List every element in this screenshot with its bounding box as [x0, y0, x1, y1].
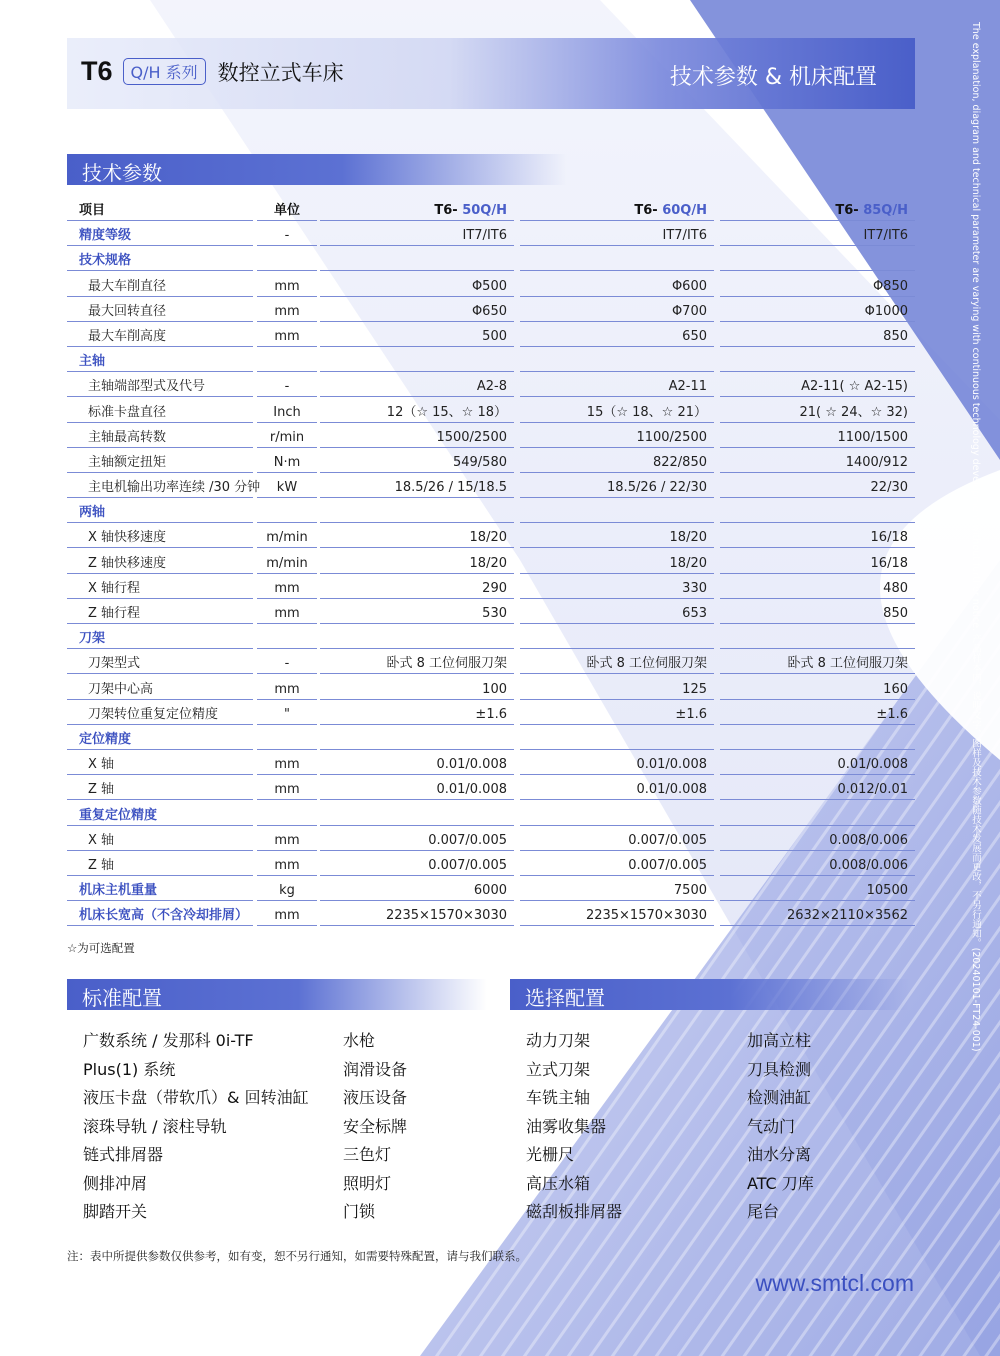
section-standard-config — [67, 979, 487, 1010]
table-body — [67, 223, 915, 928]
value-model-1 — [320, 727, 514, 750]
value-model-2: 7500 — [520, 878, 714, 901]
value-model-3: 160 — [720, 677, 915, 700]
config-item: 磁刮板排屑器 — [526, 1202, 623, 1221]
table-row — [67, 349, 915, 374]
section-tech-params — [67, 154, 567, 185]
config-item: 加高立柱 — [747, 1031, 812, 1050]
row-label: 精度等级 — [67, 223, 253, 246]
row-unit — [257, 500, 317, 523]
value-model-2: 卧式 8 工位伺服刀架 — [520, 651, 714, 674]
value-model-1 — [320, 349, 514, 372]
section-title: 技术参数 — [82, 161, 162, 185]
row-unit: " — [257, 702, 317, 725]
value-model-2: ±1.6 — [520, 702, 714, 725]
value-model-1: 0.007/0.005 — [320, 828, 514, 851]
table-row — [67, 324, 915, 349]
row-label: Z 轴 — [67, 777, 253, 800]
value-model-2 — [520, 626, 714, 649]
row-unit: mm — [257, 299, 317, 322]
section-optional-config — [510, 979, 910, 1010]
row-label: X 轴快移速度 — [67, 525, 253, 548]
row-unit: mm — [257, 274, 317, 297]
config-item: 滚珠导轨 / 滚柱导轨 — [83, 1116, 227, 1136]
table-row — [67, 777, 915, 802]
value-model-3: 0.008/0.006 — [720, 853, 915, 876]
footer-note: 注：表中所提供参数仅供参考，如有变，恕不另行通知，如需要特殊配置，请与我们联系。 — [67, 1249, 527, 1263]
value-model-1: Φ500 — [320, 274, 514, 297]
config-item: 安全标牌 — [343, 1116, 408, 1136]
row-label: 主轴最高转数 — [67, 425, 253, 448]
value-model-2: 18.5/26 / 22/30 — [520, 475, 714, 498]
row-label: 最大车削直径 — [67, 274, 253, 297]
value-model-1: IT7/IT6 — [320, 223, 514, 246]
row-unit — [257, 803, 317, 826]
value-model-3: 1100/1500 — [720, 425, 915, 448]
value-model-1: 6000 — [320, 878, 514, 901]
header-model-1: T6- 50Q/H — [320, 198, 514, 221]
value-model-1: 100 — [320, 677, 514, 700]
value-model-2 — [520, 248, 714, 271]
config-item: 油水分离 — [747, 1145, 812, 1164]
value-model-1: 0.007/0.005 — [320, 853, 514, 876]
table-row — [67, 450, 915, 475]
table-row — [67, 551, 915, 576]
value-model-1: 500 — [320, 324, 514, 347]
standard-list-col2 — [343, 1027, 407, 1227]
value-model-2: IT7/IT6 — [520, 223, 714, 246]
value-model-3: 0.008/0.006 — [720, 828, 915, 851]
value-model-2 — [520, 349, 714, 372]
website-link[interactable]: www.smtcl.com — [755, 1270, 914, 1296]
value-model-2 — [520, 727, 714, 750]
row-unit: mm — [257, 752, 317, 775]
side-disclaimer: The explanation, diagram and technical parameter are varying with continuous technology development without further notice. 产品样本内，说明文字、图样及技术参数随技术发展而更改，不另行通知。(20240101-FT24-001) — [970, 22, 981, 1052]
config-item: 广数系统 / 发那科 0i-TF — [83, 1031, 254, 1050]
value-model-2: 2235×1570×3030 — [520, 903, 714, 926]
row-label: 主轴额定扭矩 — [67, 450, 253, 473]
value-model-3: Φ1000 — [720, 299, 915, 322]
value-model-2 — [520, 500, 714, 523]
row-unit: Inch — [257, 400, 317, 423]
row-label: 刀架中心高 — [67, 677, 253, 700]
value-model-1: 2235×1570×3030 — [320, 903, 514, 926]
value-model-2: 1100/2500 — [520, 425, 714, 448]
config-item: 气动门 — [747, 1116, 796, 1136]
value-model-3 — [720, 349, 915, 372]
row-unit: m/min — [257, 551, 317, 574]
row-label: 刀架转位重复定位精度 — [67, 702, 253, 725]
value-model-3: 10500 — [720, 878, 915, 901]
config-item: 液压卡盘（带软爪）& 回转油缸 — [83, 1088, 309, 1107]
table-row — [67, 903, 915, 928]
row-label: X 轴 — [67, 828, 253, 851]
value-model-1: A2-8 — [320, 374, 514, 397]
value-model-1 — [320, 803, 514, 826]
value-model-1: 卧式 8 工位伺服刀架 — [320, 651, 514, 674]
config-item: 尾台 — [747, 1202, 780, 1221]
table-row — [67, 223, 915, 248]
table-header-row — [67, 198, 915, 223]
row-unit: - — [257, 374, 317, 397]
config-item: 照明灯 — [343, 1173, 392, 1193]
table-row — [67, 400, 915, 425]
config-item: 脚踏开关 — [83, 1202, 148, 1221]
value-model-1: 18/20 — [320, 551, 514, 574]
row-unit — [257, 349, 317, 372]
table-row — [67, 752, 915, 777]
config-item: 链式排屑器 — [83, 1145, 164, 1164]
row-label: Z 轴 — [67, 853, 253, 876]
section-title: 选择配置 — [525, 986, 605, 1010]
table-row — [67, 651, 915, 676]
row-unit — [257, 248, 317, 271]
value-model-3: 850 — [720, 601, 915, 624]
value-model-1: ±1.6 — [320, 702, 514, 725]
value-model-2: 125 — [520, 677, 714, 700]
config-item: 动力刀架 — [526, 1031, 591, 1050]
row-label: 两轴 — [67, 500, 253, 523]
value-model-3: IT7/IT6 — [720, 223, 915, 246]
row-unit: N·m — [257, 450, 317, 473]
row-unit: mm — [257, 903, 317, 926]
config-item: Plus(1) 系统 — [83, 1059, 176, 1079]
value-model-3: 0.012/0.01 — [720, 777, 915, 800]
value-model-3 — [720, 727, 915, 750]
config-item: 车铣主轴 — [526, 1088, 591, 1107]
header-item: 项目 — [67, 198, 253, 221]
config-item: 光栅尺 — [526, 1145, 575, 1164]
product-name: 数控立式车床 — [217, 60, 344, 85]
table-row — [67, 828, 915, 853]
value-model-2: 15（☆ 18、☆ 21） — [520, 400, 714, 423]
value-model-1: 0.01/0.008 — [320, 777, 514, 800]
row-label: 机床主机重量 — [67, 878, 253, 901]
value-model-2: Φ600 — [520, 274, 714, 297]
value-model-3: Φ850 — [720, 274, 915, 297]
value-model-3: 2632×2110×3562 — [720, 903, 915, 926]
row-unit: m/min — [257, 525, 317, 548]
config-item: ATC 刀库 — [747, 1173, 814, 1193]
config-item: 水枪 — [343, 1031, 376, 1050]
row-label: 最大回转直径 — [67, 299, 253, 322]
row-label: 刀架 — [67, 626, 253, 649]
value-model-3 — [720, 626, 915, 649]
value-model-3: 850 — [720, 324, 915, 347]
row-unit: - — [257, 651, 317, 674]
config-item: 液压设备 — [343, 1088, 408, 1107]
header-unit: 单位 — [257, 198, 317, 221]
header-right-title: 技术参数 & 机床配置 — [669, 65, 877, 90]
value-model-3: ±1.6 — [720, 702, 915, 725]
config-item: 刀具检测 — [747, 1059, 812, 1079]
config-item: 立式刀架 — [526, 1059, 591, 1079]
value-model-2: 330 — [520, 576, 714, 599]
table-row — [67, 677, 915, 702]
row-label: 重复定位精度 — [67, 803, 253, 826]
table-row — [67, 727, 915, 752]
row-label: Z 轴快移速度 — [67, 551, 253, 574]
table-row — [67, 702, 915, 727]
table-row — [67, 525, 915, 550]
row-label: X 轴行程 — [67, 576, 253, 599]
value-model-3: A2-11( ☆ A2-15) — [720, 374, 915, 397]
value-model-1: 18.5/26 / 15/18.5 — [320, 475, 514, 498]
row-label: 刀架型式 — [67, 651, 253, 674]
config-item: 三色灯 — [343, 1145, 392, 1164]
table-row — [67, 248, 915, 273]
value-model-1 — [320, 500, 514, 523]
table-row — [67, 374, 915, 399]
header-model-3: T6- 85Q/H — [720, 198, 915, 221]
standard-list-col1 — [83, 1027, 309, 1227]
row-label: Z 轴行程 — [67, 601, 253, 624]
value-model-3: 卧式 8 工位伺服刀架 — [720, 651, 915, 674]
series-badge: Q/H 系列 — [123, 58, 206, 85]
value-model-2: 0.007/0.005 — [520, 853, 714, 876]
value-model-1 — [320, 626, 514, 649]
row-label: 定位精度 — [67, 727, 253, 750]
config-item: 门锁 — [343, 1202, 376, 1221]
value-model-2: 653 — [520, 601, 714, 624]
row-label: 标准卡盘直径 — [67, 400, 253, 423]
optional-list-col1 — [526, 1027, 622, 1227]
value-model-2: 0.01/0.008 — [520, 777, 714, 800]
config-item: 检测油缸 — [747, 1088, 812, 1107]
row-label: 最大车削高度 — [67, 324, 253, 347]
row-label: 主轴 — [67, 349, 253, 372]
table-row — [67, 853, 915, 878]
row-unit: mm — [257, 777, 317, 800]
brand — [81, 56, 344, 87]
table-row — [67, 274, 915, 299]
value-model-2: A2-11 — [520, 374, 714, 397]
value-model-2: 650 — [520, 324, 714, 347]
value-model-2: 0.01/0.008 — [520, 752, 714, 775]
row-unit: r/min — [257, 425, 317, 448]
config-item: 高压水箱 — [526, 1173, 591, 1193]
table-row — [67, 500, 915, 525]
row-unit: mm — [257, 828, 317, 851]
header-bar — [67, 38, 915, 109]
value-model-2: 822/850 — [520, 450, 714, 473]
table-row — [67, 878, 915, 903]
value-model-1: 18/20 — [320, 525, 514, 548]
optional-list-col2 — [747, 1027, 814, 1227]
spec-table — [67, 198, 915, 928]
value-model-3 — [720, 500, 915, 523]
row-unit: mm — [257, 324, 317, 347]
value-model-3: 1400/912 — [720, 450, 915, 473]
row-label: 主轴端部型式及代号 — [67, 374, 253, 397]
value-model-3 — [720, 803, 915, 826]
row-unit: mm — [257, 853, 317, 876]
value-model-2: Φ700 — [520, 299, 714, 322]
table-row — [67, 601, 915, 626]
value-model-1: 0.01/0.008 — [320, 752, 514, 775]
row-unit — [257, 626, 317, 649]
value-model-1: Φ650 — [320, 299, 514, 322]
row-label: 主电机输出功率连续 /30 分钟 — [67, 475, 253, 498]
value-model-2: 18/20 — [520, 551, 714, 574]
value-model-1: 290 — [320, 576, 514, 599]
row-unit: mm — [257, 601, 317, 624]
row-unit: - — [257, 223, 317, 246]
value-model-3: 16/18 — [720, 551, 915, 574]
section-title: 标准配置 — [82, 986, 162, 1010]
row-unit: mm — [257, 576, 317, 599]
value-model-1: 549/580 — [320, 450, 514, 473]
row-unit: mm — [257, 677, 317, 700]
value-model-3: 16/18 — [720, 525, 915, 548]
table-row — [67, 475, 915, 500]
table-row — [67, 576, 915, 601]
row-label: 机床长宽高（不含冷却排屑） — [67, 903, 253, 926]
config-item: 润滑设备 — [343, 1059, 408, 1079]
header-model-2: T6- 60Q/H — [520, 198, 714, 221]
table-row — [67, 803, 915, 828]
row-unit: kg — [257, 878, 317, 901]
value-model-1 — [320, 248, 514, 271]
row-unit — [257, 727, 317, 750]
optional-note: ☆为可选配置 — [67, 941, 135, 955]
table-row — [67, 626, 915, 651]
row-unit: kW — [257, 475, 317, 498]
value-model-3: 21( ☆ 24、☆ 32) — [720, 400, 915, 423]
row-label: X 轴 — [67, 752, 253, 775]
value-model-1: 1500/2500 — [320, 425, 514, 448]
value-model-3: 480 — [720, 576, 915, 599]
config-item: 侧排冲屑 — [83, 1173, 148, 1193]
value-model-2: 0.007/0.005 — [520, 828, 714, 851]
value-model-2 — [520, 803, 714, 826]
value-model-1: 530 — [320, 601, 514, 624]
value-model-3: 0.01/0.008 — [720, 752, 915, 775]
value-model-3 — [720, 248, 915, 271]
table-row — [67, 425, 915, 450]
config-item: 油雾收集器 — [526, 1116, 607, 1136]
value-model-2: 18/20 — [520, 525, 714, 548]
model-name: T6 — [81, 56, 113, 86]
row-label: 技术规格 — [67, 248, 253, 271]
table-row — [67, 299, 915, 324]
value-model-1: 12（☆ 15、☆ 18） — [320, 400, 514, 423]
value-model-3: 22/30 — [720, 475, 915, 498]
